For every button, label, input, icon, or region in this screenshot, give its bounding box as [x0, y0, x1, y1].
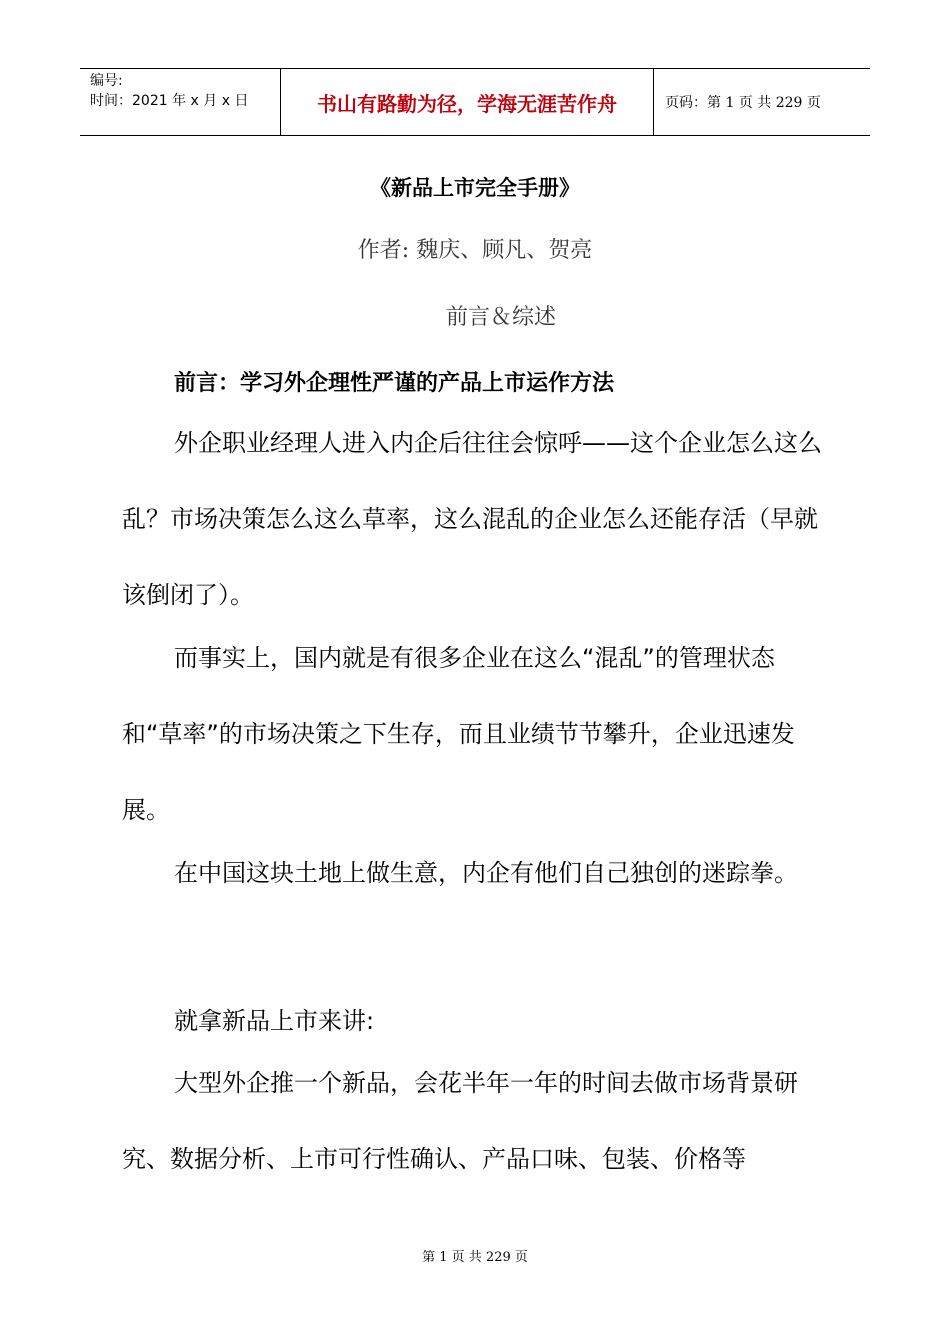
paragraph-text: 在中国这块土地上做生意，内企有他们自己独创的迷踪拳。 [174, 859, 798, 887]
paragraph [122, 1045, 822, 1197]
header-meta [90, 71, 248, 111]
header-divider [653, 69, 654, 135]
document-title: 《新品上市完全手册》 [370, 175, 580, 200]
document-author: 作者: 魏庆、顾凡、贺亮 [357, 238, 593, 263]
preface-heading: 前言：学习外企理性严谨的产品上市运作方法 [174, 370, 615, 396]
paragraph-text: 外企职业经理人进入内企后往往会惊呼——这个企业怎么这么乱？市场决策怎么这么草率，这么混乱的企业怎么还能存活（早就该倒闭了）。 [122, 429, 822, 609]
time-label: 时间：2021 年 x 月 x 日 [90, 93, 249, 109]
header-table [80, 68, 870, 136]
paragraph-text: 就拿新品上市来讲: [174, 1007, 375, 1035]
paragraph-text: 而事实上，国内就是有很多企业在这么“混乱”的管理状态和“草率”的市场决策之下生存，而且业绩节节攀升，企业迅速发展。 [122, 644, 795, 824]
paragraph [122, 405, 822, 633]
header-motto: 书山有路勤为径，学海无涯苦作舟 [317, 91, 617, 116]
page-footer: 第 1 页 共 229 页 [422, 1250, 528, 1265]
header-page-info: 页码：第 1 页 共 229 页 [665, 95, 821, 111]
preface-title: 前言＆综述 [445, 305, 556, 330]
paragraph [122, 835, 822, 911]
number-label: 编号: [90, 73, 123, 89]
paragraph [122, 620, 822, 848]
paragraph-text: 大型外企推一个新品，会花半年一年的时间去做市场背景研究、数据分析、上市可行性确认、产品口味、包装、价格等 [122, 1069, 798, 1173]
